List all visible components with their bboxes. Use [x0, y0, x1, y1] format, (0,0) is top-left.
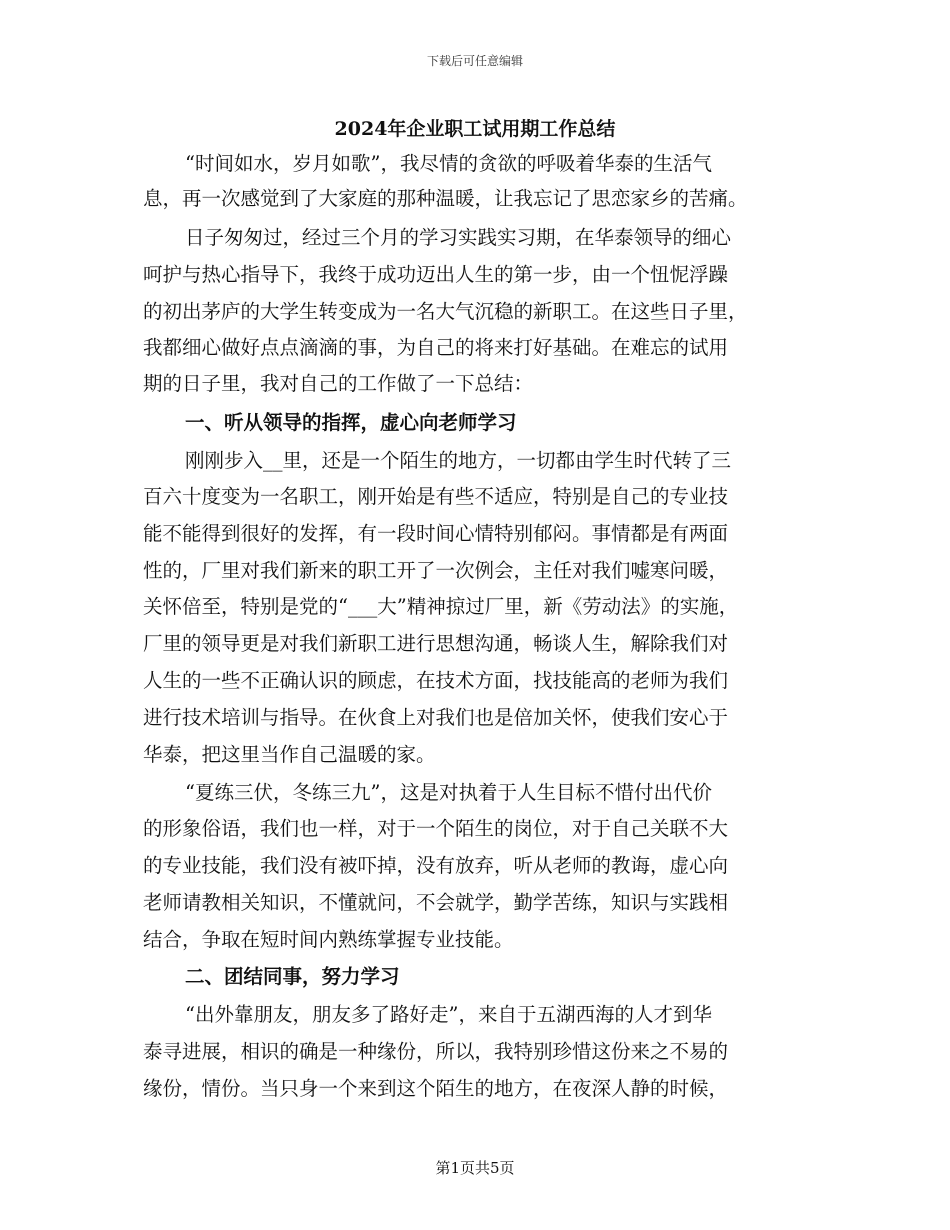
document-title: 2024年企业职工试用期工作总结 [334, 118, 616, 140]
paragraph-line: “夏练三伏，冬练三九”，这是对执着于人生目标不惜付出代价 [185, 781, 712, 804]
paragraph-line: 呵护与热心指导下，我终于成功迈出人生的第一步，由一个忸怩浮躁 [143, 263, 729, 286]
paragraph-line: 厂里的领导更是对我们新职工进行思想沟通，畅谈人生，解除我们对 [143, 632, 729, 655]
paragraph-line: 刚刚步入__里，还是一个陌生的地方，一切都由学生时代转了三 [185, 449, 732, 472]
paragraph-line: 百六十度变为一名职工，刚开始是有些不适应，特别是自己的专业技 [143, 485, 729, 508]
paragraph-line: 性的，厂里对我们新来的职工开了一次例会，主任对我们嘘寒问暖， [143, 559, 729, 582]
section-heading: 一、听从领导的指挥，虚心向老师学习 [185, 411, 517, 434]
paragraph-line: “出外靠朋友，朋友多了路好走”，来自于五湖西海的人才到华 [185, 1003, 712, 1026]
paragraph-line: “时间如水，岁月如歌”，我尽情的贪欲的呼吸着华泰的生活气 [185, 152, 712, 175]
paragraph-line: 结合，争取在短时间内熟练掌握专业技能。 [143, 928, 514, 951]
paragraph-line: 人生的一些不正确认识的顾虑，在技术方面，找技能高的老师为我们 [143, 669, 729, 692]
paragraph-line: 华泰，把这里当作自己温暖的家。 [143, 743, 436, 766]
paragraph-line: 期的日子里，我对自己的工作做了一下总结： [143, 372, 534, 395]
paragraph-line: 关怀倍至，特别是党的“___大”精神掠过厂里，新《劳动法》的实施， [143, 595, 739, 618]
paragraph-line: 的初出茅庐的大学生转变成为一名大气沉稳的新职工。在这些日子里， [143, 300, 748, 323]
paragraph-line: 的专业技能，我们没有被吓掉，没有放弃，听从老师的教诲，虚心向 [143, 854, 729, 877]
paragraph-line: 能不能得到很好的发挥，有一段时间心情特别郁闷。事情都是有两面 [143, 522, 729, 545]
paragraph-line: 泰寻进展，相识的确是一种缘份，所以，我特别珍惜这份来之不易的 [143, 1040, 729, 1063]
paragraph-line: 缘份，情份。当只身一个来到这个陌生的地方，在夜深人静的时候， [143, 1077, 729, 1100]
paragraph-line: 的形象俗语，我们也一样，对于一个陌生的岗位，对于自己关联不大 [143, 817, 729, 840]
paragraph-line: 进行技术培训与指导。在伙食上对我们也是倍加关怀，使我们安心于 [143, 706, 729, 729]
page-number: 第1页共5页 [435, 1159, 515, 1177]
paragraph-line: 老师请教相关知识，不懂就问，不会就学，勤学苦练，知识与实践相 [143, 891, 729, 914]
header-note: 下载后可任意编辑 [426, 54, 523, 68]
section-heading: 二、团结同事，努力学习 [185, 965, 400, 988]
paragraph-line: 息，再一次感觉到了大家庭的那种温暖，让我忘记了思恋家乡的苦痛。 [143, 187, 748, 210]
paragraph-line: 我都细心做好点点滴滴的事，为自己的将来打好基础。在难忘的试用 [143, 336, 729, 359]
paragraph-line: 日子匆匆过，经过三个月的学习实践实习期，在华泰领导的细心 [185, 226, 732, 249]
